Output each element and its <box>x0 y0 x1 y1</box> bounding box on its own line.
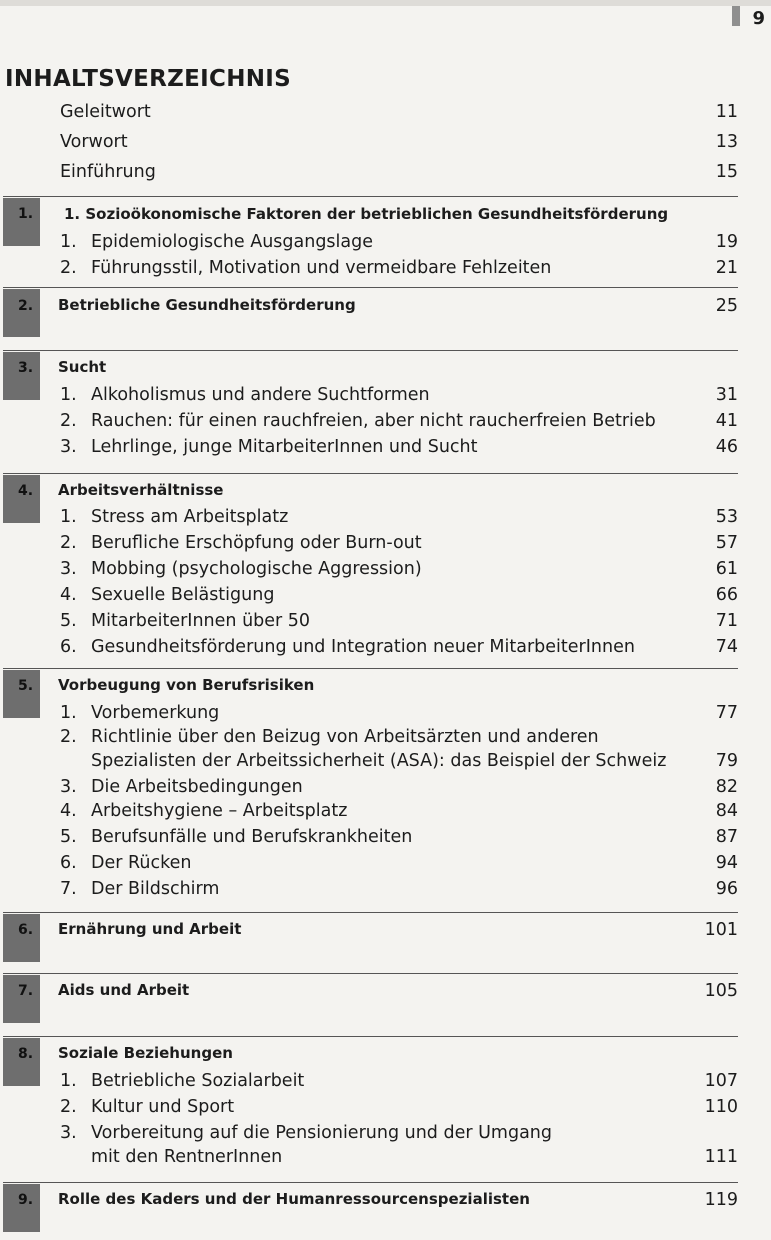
entry-page: 57 <box>715 533 738 553</box>
entry-page: 84 <box>715 801 738 821</box>
entry-page: 11 <box>715 102 738 122</box>
entry-number: 4. <box>60 585 77 605</box>
entry-page: 21 <box>715 258 738 278</box>
section-number: 9. <box>18 1192 34 1208</box>
section-page: 101 <box>704 920 738 940</box>
entry-label: Betriebliche Sozialarbeit <box>91 1071 305 1091</box>
section-number: 8. <box>18 1046 34 1062</box>
entry-number: 2. <box>60 727 77 747</box>
entry-label: Lehrlinge, junge MitarbeiterInnen und Sucht <box>91 437 478 457</box>
section-divider <box>3 196 738 197</box>
entry-page: 111 <box>704 1147 738 1167</box>
entry-number: 2. <box>60 1097 77 1117</box>
entry-number: 2. <box>60 258 77 278</box>
section-title: Aids und Arbeit <box>58 981 190 999</box>
section-title: Rolle des Kaders und der Humanressourcenspezialisten <box>58 1190 530 1208</box>
entry-number: 1. <box>60 385 77 405</box>
toc-title: INHALTSVERZEICHNIS <box>5 66 292 92</box>
entry-page: 79 <box>715 751 738 771</box>
entry-page: 19 <box>715 232 738 252</box>
entry-number: 3. <box>60 559 77 579</box>
section-divider <box>3 973 738 974</box>
section-number: 6. <box>18 922 34 938</box>
section-heading-3[interactable] <box>58 358 740 376</box>
entry-number: 6. <box>60 853 77 873</box>
entry-label: Gesundheitsförderung und Integration neuer MitarbeiterInnen <box>91 637 635 657</box>
entry-page: 66 <box>715 585 738 605</box>
section-title: Soziale Beziehungen <box>58 1044 233 1062</box>
section-number: 5. <box>18 678 34 694</box>
section-heading-1[interactable] <box>64 205 746 223</box>
section-divider <box>3 912 738 913</box>
section-title: Sucht <box>58 358 107 376</box>
section-title: Betriebliche Gesundheitsförderung <box>58 296 356 314</box>
section-heading-6[interactable] <box>58 920 740 938</box>
entry-page: 13 <box>715 132 738 152</box>
entry-page: 53 <box>715 507 738 527</box>
entry-page: 46 <box>715 437 738 457</box>
section-title: Arbeitsverhältnisse <box>58 481 224 499</box>
entry-label: MitarbeiterInnen über 50 <box>91 611 311 631</box>
section-number: 1. <box>18 206 34 222</box>
entry-label: Rauchen: für einen rauchfreien, aber nicht raucherfreien Betrieb <box>91 411 656 431</box>
section-number: 3. <box>18 360 34 376</box>
entry-number: 3. <box>60 1123 77 1143</box>
entry-label: Arbeitshygiene – Arbeitsplatz <box>91 801 348 821</box>
section-divider <box>3 350 738 351</box>
entry-number: 1. <box>60 1071 77 1091</box>
entry-label: Vorbereitung auf die Pensionierung und der Umgang <box>91 1123 552 1143</box>
section-heading-5[interactable] <box>58 676 740 694</box>
entry-page: 110 <box>704 1097 738 1117</box>
section-heading-2[interactable] <box>58 296 740 314</box>
entry-number: 5. <box>60 827 77 847</box>
entry-label: Alkoholismus und andere Suchtformen <box>91 385 430 405</box>
entry-page: 94 <box>715 853 738 873</box>
entry-label: Der Bildschirm <box>91 879 220 899</box>
entry-label: Richtlinie über den Beizug von Arbeitsärzten und anderen <box>91 727 599 747</box>
entry-label: Vorwort <box>60 132 128 152</box>
section-divider <box>3 287 738 288</box>
entry-number: 1. <box>60 507 77 527</box>
entry-label: Berufsunfälle und Berufskrankheiten <box>91 827 413 847</box>
entry-label: Mobbing (psychologische Aggression) <box>91 559 422 579</box>
entry-page: 41 <box>715 411 738 431</box>
entry-label: Der Rücken <box>91 853 192 873</box>
entry-number: 1. <box>60 703 77 723</box>
entry-page: 96 <box>715 879 738 899</box>
entry-page: 82 <box>715 777 738 797</box>
entry-label-line2: mit den RentnerInnen <box>91 1147 283 1167</box>
entry-label: Epidemiologische Ausgangslage <box>91 232 374 252</box>
section-title: 1. Sozioökonomische Faktoren der betrieblichen Gesundheitsförderung <box>64 205 669 223</box>
section-heading-9[interactable] <box>58 1190 740 1208</box>
entry-page: 61 <box>715 559 738 579</box>
section-page: 105 <box>704 981 738 1001</box>
section-number: 7. <box>18 983 34 999</box>
entry-label: Einführung <box>60 162 156 182</box>
section-divider <box>3 1036 738 1037</box>
entry-page: 71 <box>715 611 738 631</box>
page-number: 9 <box>752 8 765 29</box>
section-divider <box>3 1182 738 1183</box>
entry-label: Geleitwort <box>60 102 151 122</box>
section-number: 4. <box>18 483 34 499</box>
entry-label: Die Arbeitsbedingungen <box>91 777 303 797</box>
entry-number: 3. <box>60 437 77 457</box>
entry-number: 5. <box>60 611 77 631</box>
entry-page: 87 <box>715 827 738 847</box>
section-number: 2. <box>18 298 34 314</box>
entry-number: 4. <box>60 801 77 821</box>
entry-page: 74 <box>715 637 738 657</box>
entry-number: 6. <box>60 637 77 657</box>
section-heading-7[interactable] <box>58 981 740 999</box>
entry-page: 107 <box>704 1071 738 1091</box>
entry-page: 77 <box>715 703 738 723</box>
section-title: Ernährung und Arbeit <box>58 920 242 938</box>
entry-label: Führungsstil, Motivation und vermeidbare Fehlzeiten <box>91 258 552 278</box>
entry-number: 3. <box>60 777 77 797</box>
entry-label: Kultur und Sport <box>91 1097 235 1117</box>
entry-label: Vorbemerkung <box>91 703 220 723</box>
page-top-rule <box>0 0 771 6</box>
section-heading-4[interactable] <box>58 481 740 499</box>
section-page: 119 <box>704 1190 738 1210</box>
section-heading-8[interactable] <box>58 1044 740 1062</box>
page-number-bar <box>732 6 740 26</box>
section-divider <box>3 473 738 474</box>
section-page: 25 <box>715 296 738 316</box>
entry-label-line2: Spezialisten der Arbeitssicherheit (ASA): das Beispiel der Schweiz <box>91 751 667 771</box>
entry-label: Stress am Arbeitsplatz <box>91 507 289 527</box>
section-title: Vorbeugung von Berufsrisiken <box>58 676 315 694</box>
entry-number: 7. <box>60 879 77 899</box>
entry-label: Berufliche Erschöpfung oder Burn-out <box>91 533 422 553</box>
entry-number: 2. <box>60 533 77 553</box>
entry-number: 2. <box>60 411 77 431</box>
entry-page: 31 <box>715 385 738 405</box>
section-divider <box>3 668 738 669</box>
entry-label: Sexuelle Belästigung <box>91 585 275 605</box>
entry-number: 1. <box>60 232 77 252</box>
entry-page: 15 <box>715 162 738 182</box>
